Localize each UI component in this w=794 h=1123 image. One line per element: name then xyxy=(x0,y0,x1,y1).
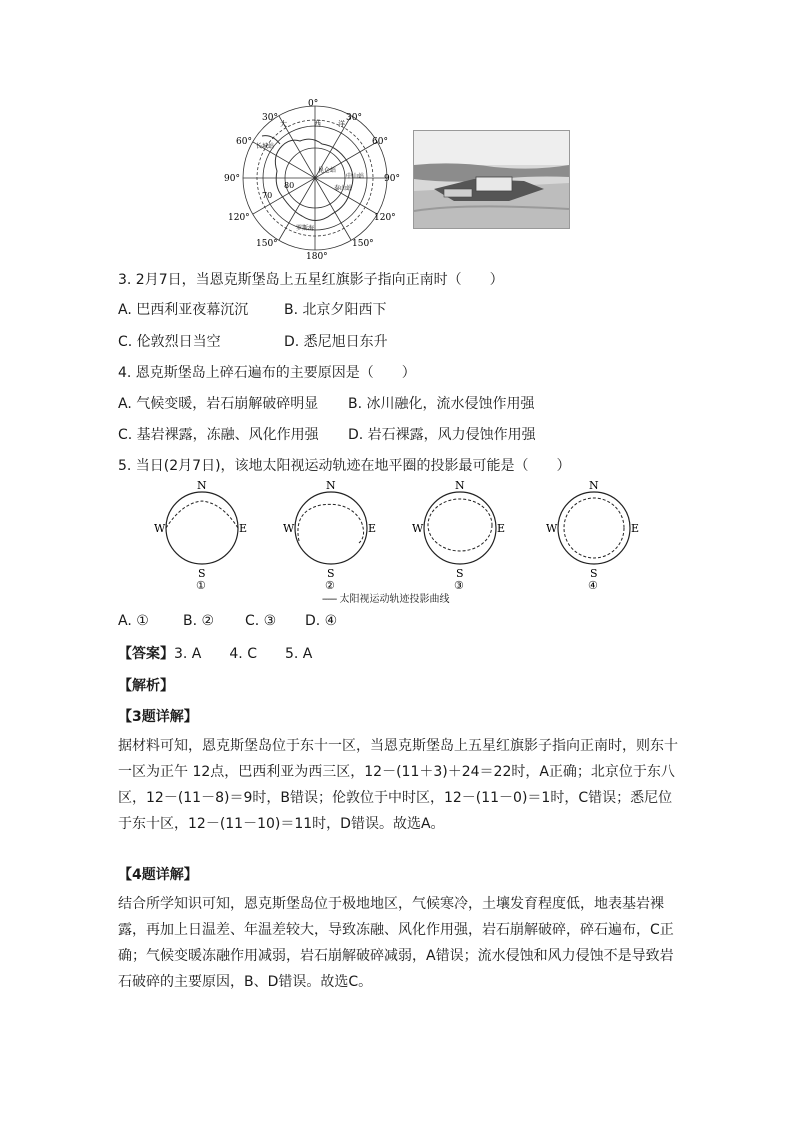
map-degree-label: 60° xyxy=(372,137,388,147)
dial-east-label: E xyxy=(497,522,506,535)
question-4-stem: 4. 恩克斯堡岛上碎石遍布的主要原因是（ ） xyxy=(118,365,416,381)
dial-north-label: N xyxy=(326,481,336,492)
sun-path-dial-2 xyxy=(281,481,381,589)
q4-detail-text: 结合所学知识可知，恩克斯堡岛位于极地地区，气候寒冷，土壤发育程度低，地表基岩裸露，再加上日温差、年温差较大，导致冻融、风化作用强，岩石崩解破碎，碎石遍布，C正确；气候变暖冻融作用减弱，岩石崩解破碎减弱，A错误；流水侵蚀和风力侵蚀不是导致岩石破碎的主要原因，B、D错误。故选C。 xyxy=(118,896,674,990)
map-degree-label: 30° xyxy=(262,113,278,123)
question-3-stem: 3. 2月7日，当恩克斯堡岛上五星红旗影子指向正南时（ ） xyxy=(118,272,504,288)
map-place-label: 中山站 xyxy=(346,173,365,180)
map-degree-label: 0° xyxy=(308,99,319,109)
dial-north-label: N xyxy=(197,481,207,492)
map-degree-label: 30° xyxy=(346,113,362,123)
answer-label: 【答案】 xyxy=(118,646,174,662)
answer-values: 3. A 4. C 5. A xyxy=(174,646,313,662)
sun-path-dial-1 xyxy=(152,481,252,589)
q3-detail-label: 【3题详解】 xyxy=(118,709,198,725)
dial-north-label: N xyxy=(589,481,599,492)
dial-number: ④ xyxy=(588,579,598,589)
q5-option-d: D. ④ xyxy=(305,613,338,629)
q3-detail-text: 据材料可知，恩克斯堡岛位于东十一区，当恩克斯堡岛上五星红旗影子指向正南时，则东十一区为正午 12点，巴西利亚为西三区，12－(11＋3)＋24＝22时，A正确；北京位于东八区，12－(11－8)＝9时，B错误；伦敦位于中时区，12－(11－0)＝1时，C错误；悉尼位于东十区，12－(11－10)＝11时，D错误。故选A。 xyxy=(118,738,678,832)
map-place-label: 大 xyxy=(280,120,287,128)
dial-number: ① xyxy=(196,579,206,589)
dial-west-label: W xyxy=(283,522,295,535)
q4-detail-label: 【4题详解】 xyxy=(118,867,198,883)
analysis-label: 【解析】 xyxy=(118,678,174,694)
map-degree-label: 150° xyxy=(256,239,278,249)
dial-south-label: S xyxy=(456,567,464,580)
map-place-label: 昆仑站 xyxy=(318,167,337,174)
q5-option-a: A. ① xyxy=(118,613,149,629)
dial-west-label: W xyxy=(412,522,424,535)
dial-south-label: S xyxy=(590,567,598,580)
map-degree-label: 150° xyxy=(352,239,374,249)
sun-path-dial-3 xyxy=(410,481,510,589)
dial-legend: ------ 太阳视运动轨迹投影曲线 xyxy=(322,594,450,605)
dial-south-label: S xyxy=(198,567,206,580)
dial-east-label: E xyxy=(368,522,377,535)
q3-option-d: D. 悉尼旭日东升 xyxy=(284,334,388,350)
q4-option-a: A. 气候变暖，岩石崩解破碎明显 xyxy=(118,396,319,412)
map-degree-label: 60° xyxy=(236,137,252,147)
dial-number: ③ xyxy=(454,579,464,589)
q5-option-c: C. ③ xyxy=(245,613,277,629)
map-degree-label: 180° xyxy=(306,252,328,260)
map-latitude-label: 70 xyxy=(262,191,273,200)
q5-option-b: B. ② xyxy=(183,613,215,629)
q4-option-b: B. 冰川融化，流水侵蚀作用强 xyxy=(348,396,535,412)
map-place-label: 西 xyxy=(314,120,321,128)
map-degree-label: 90° xyxy=(384,174,400,184)
dial-east-label: E xyxy=(239,522,248,535)
map-place-label: 长城站 xyxy=(256,143,275,150)
q3-option-c: C. 伦敦烈日当空 xyxy=(118,334,221,350)
dial-north-label: N xyxy=(455,481,465,492)
map-place-label: 洋 xyxy=(338,120,345,128)
dial-east-label: E xyxy=(631,522,640,535)
q3-option-a: A. 巴西利亚夜幕沉沉 xyxy=(118,302,249,318)
map-degree-label: 120° xyxy=(374,213,396,223)
dial-west-label: W xyxy=(546,522,558,535)
dial-west-label: W xyxy=(154,522,166,535)
q4-option-d: D. 岩石裸露，风力侵蚀作用强 xyxy=(348,427,536,443)
dial-number: ② xyxy=(325,579,335,589)
research-station-photo xyxy=(413,130,570,229)
q3-option-b: B. 北京夕阳西下 xyxy=(284,302,387,318)
sun-path-dial-4 xyxy=(544,481,644,589)
map-degree-label: 90° xyxy=(224,174,240,184)
map-place-label: 泰山站 xyxy=(334,185,353,192)
antarctic-polar-map xyxy=(222,96,408,260)
question-5-stem: 5. 当日(2月7日)，该地太阳视运动轨迹在地平圈的投影最可能是（ ） xyxy=(118,458,571,474)
dial-south-label: S xyxy=(327,567,335,580)
map-place-label: 罗斯海 xyxy=(296,225,315,232)
map-degree-label: 120° xyxy=(228,213,250,223)
map-latitude-label: 80 xyxy=(284,181,295,190)
q4-option-c: C. 基岩裸露，冻融、风化作用强 xyxy=(118,427,319,443)
dial-legend-text: 太阳视运动轨迹投影曲线 xyxy=(339,594,450,605)
answer-line xyxy=(118,644,312,664)
